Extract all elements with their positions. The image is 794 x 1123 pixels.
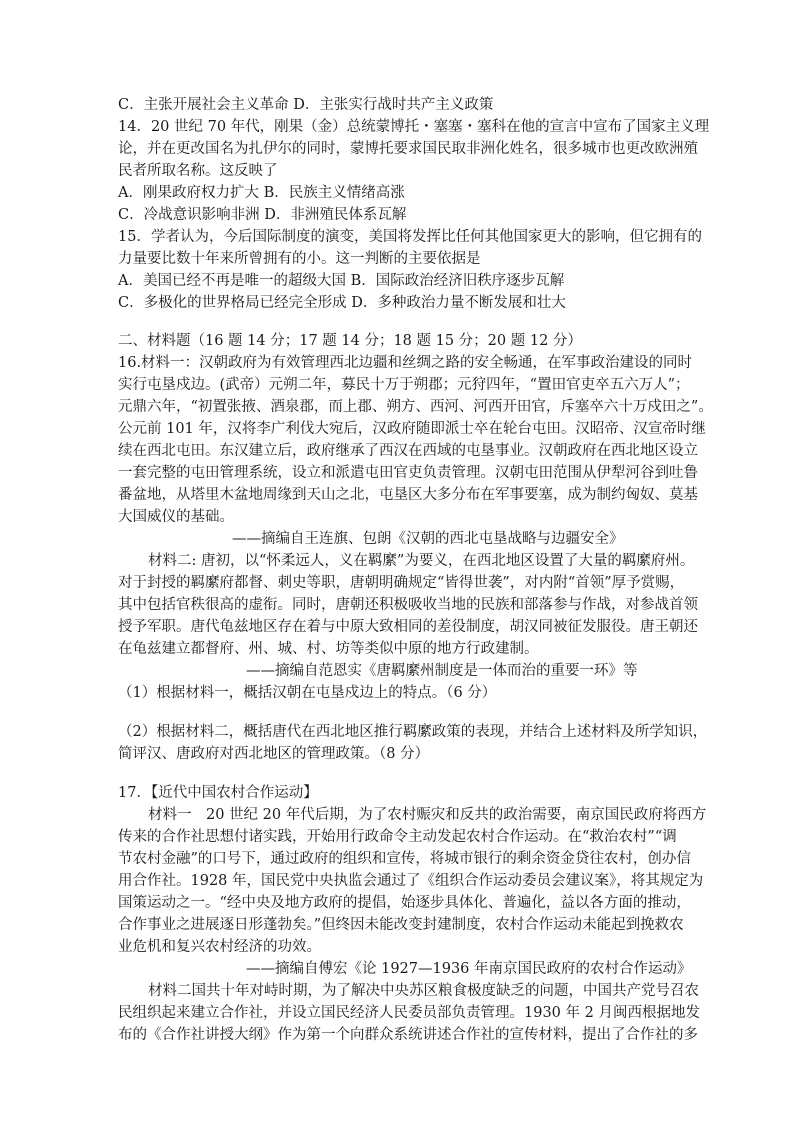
- q15-options-cd: C．多极化的世界格局已经完全形成 D．多种政治力量不断发展和壮大: [118, 295, 566, 311]
- q16-material2-line-1: 材料二: 唐初，以“怀柔远人，义在羁縻”为要义，在西北地区设置了大量的羁縻府州。: [148, 553, 695, 569]
- q16-material1-line-4: 公元前 101 年，汉将李广利伐大宛后，汉政府随即派士卒在轮台屯田。汉昭帝、汉宣帝时继: [118, 421, 706, 437]
- q17-material1-line-2: 传来的合作社思想付诸实践，开始用行政命令主动发起农村合作运动。在“救治农村”“调: [118, 829, 677, 845]
- q14-options-cd: C．冷战意识影响非洲 D．非洲殖民体系瓦解: [118, 207, 407, 223]
- q16-material2-source: ——摘编自范恩实《唐羁縻州制度是一体而治的重要一环》等: [246, 663, 638, 679]
- q14-options-ab: A．刚果政府权力扩大 B．民族主义情绪高涨: [118, 185, 405, 201]
- q16-material2-line-4: 授予军职。唐代龟兹地区存在着与中原大致相同的差役制度，胡汉同被征发服役。唐王朝还: [118, 619, 698, 635]
- q17-material1-line-6: 合作事业之进展逐日形蓬勃矣。”但终因未能改变封建制度，农村合作运动未能起到挽救农: [118, 917, 684, 933]
- q16-material2-line-5: 在龟兹建立都督府、州、城、村、坊等类似中原的地方行政建制。: [118, 641, 539, 657]
- q14-stem-line-1: 14．20 世纪 70 年代，刚果（金）总统蒙博托・塞塞・塞科在他的宣言中宣布了国家主义理: [118, 119, 710, 135]
- q16-question-1: （1）根据材料一，概括汉朝在屯垦戍边上的特点。（6 分）: [118, 685, 497, 701]
- q16-question-2-line-1: （2）根据材料二，概括唐代在西北地区推行羁縻政策的表现，并结合上述材料及所学知识，: [118, 724, 708, 740]
- q16-material1-line-6: 一套完整的屯田管理系统，设立和派遣屯田官吏负责管理。汉朝屯田范围从伊犁河谷到吐鲁: [118, 465, 698, 481]
- section-heading: 二、材料题（16 题 14 分；17 题 14 分；18 题 15 分；20 题 12 分）: [118, 333, 582, 349]
- q17-material1-source: ——摘编自傅宏《论 1927—1936 年南京国民政府的农村合作运动》: [246, 961, 692, 977]
- q17-heading: 17．【近代中国农村合作运动】: [118, 785, 318, 801]
- q17-material2-line-3: 布的《合作社讲授大纲》作为第一个向群众系统讲述合作社的宣传材料，提出了合作社的多: [118, 1027, 698, 1043]
- q17-material1-line-5: 国策运动之一。“经中央及地方政府的提倡，始逐步具体化、普遍化，益以各方面的推动，: [118, 895, 691, 911]
- q13-options-cd: C．主张开展社会主义革命 D．主张实行战时共产主义政策: [118, 97, 494, 113]
- q17-material1-line-1: 材料一 20 世纪 20 年代后期，为了农村赈灾和反共的政治需要，南京国民政府将西方: [148, 807, 707, 823]
- q15-stem-line-2: 力量要比数十年来所曾拥有的小。这一判断的主要依据是: [118, 251, 481, 267]
- q17-material2-line-1: 材料二国共十年对峙时期，为了解决中央苏区粮食极度缺乏的问题，中国共产党号召农: [148, 983, 699, 999]
- q15-options-ab: A．美国已经不再是唯一的超级大国 B．国际政治经济旧秩序逐步瓦解: [118, 273, 565, 289]
- q17-material1-line-7: 业危机和复兴农村经济的功效。: [118, 939, 321, 955]
- q16-material1-line-3: 元鼎六年，“初置张掖、酒泉郡，而上郡、朔方、西河、河西开田官，斥塞卒六十万戍田之”。: [118, 399, 713, 415]
- q14-stem-line-3: 民者所取名称。这反映了: [118, 163, 278, 179]
- q16-material1-source: ——摘编自王连旗、包朗《汉朝的西北屯垦战略与边疆安全》: [232, 531, 624, 547]
- q16-material2-line-2: 对于封授的羁縻府都督、刺史等职，唐朝明确规定“皆得世袭”，对内附“首领”厚予赏赐，: [118, 575, 685, 591]
- q17-material1-line-4: 用合作社。1928 年，国民党中央执监会通过了《组织合作运动委员会建议案》，将其规定为: [118, 873, 704, 889]
- q16-material2-line-3: 其中包括官秩很高的虚衔。同时，唐朝还积极吸收当地的民族和部落参与作战，对参战首领: [118, 597, 698, 613]
- q16-material1-line-1: 16.材料一：汉朝政府为有效管理西北边疆和丝绸之路的安全畅通，在军事政治建设的同时: [118, 355, 693, 371]
- q16-question-2-line-2: 简评汉、唐政府对西北地区的管理政策。（8 分）: [118, 746, 430, 762]
- q16-material1-line-8: 大国威仪的基础。: [118, 509, 234, 525]
- q17-material2-line-2: 民组织起来建立合作社，并设立国民经济人民委员部负责管理。1930 年 2 月闽西根据地发: [118, 1005, 700, 1021]
- q14-stem-line-2: 论，并在更改国名为扎伊尔的同时，蒙博托要求国民取非洲化姓名，很多城市也更改欧洲殖: [118, 141, 698, 157]
- q17-material1-line-3: 节农村金融”的口号下，通过政府的组织和宣传，将城市银行的剩余资金贷往农村，创办信: [118, 851, 691, 867]
- q16-material1-line-2: 实行屯垦戍边。(武帝）元朔二年，募民十万于朔郡；元狩四年，“置田官吏卒五六万人”；: [118, 377, 690, 393]
- q16-material1-line-5: 续在西北屯田。东汉建立后，政府继承了西汉在西域的屯垦事业。汉朝政府在西北地区设立: [118, 443, 698, 459]
- q15-stem-line-1: 15．学者认为，今后国际制度的演变，美国将发挥比任何其他国家更大的影响，但它拥有的: [118, 229, 702, 245]
- q16-material1-line-7: 番盆地，从塔里木盆地周缘到天山之北，屯垦区大多分布在军事要塞，成为制约匈奴、莫基: [118, 487, 698, 503]
